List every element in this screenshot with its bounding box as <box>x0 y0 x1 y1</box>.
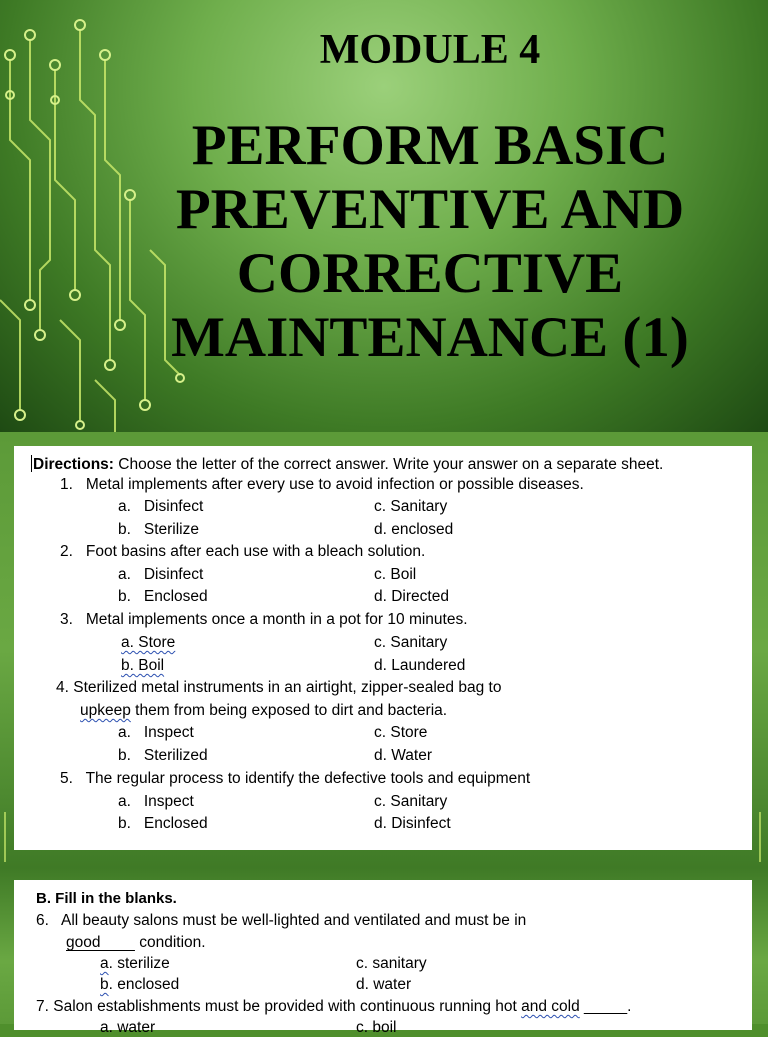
option-letter: b. <box>118 521 131 538</box>
option-b: b. Boil <box>121 657 165 674</box>
question-4 <box>56 679 501 697</box>
option-letter: a. <box>118 793 131 810</box>
option-c: c. Sanitary <box>374 793 448 810</box>
question-number: 5. <box>60 770 73 787</box>
option-letter: b. <box>118 588 131 605</box>
directions-label: Directions: <box>33 456 114 473</box>
option-a <box>100 955 170 973</box>
option-b <box>118 747 208 765</box>
option-d: d. Laundered <box>374 657 466 674</box>
question-number: 1. <box>60 476 73 493</box>
directions-text: Choose the letter of the correct answer. Write your answer on a separate sheet. <box>113 456 664 473</box>
title-block <box>120 24 740 370</box>
question-6 <box>36 912 526 930</box>
question-text: Foot basins after each use with a bleach solution. <box>85 543 426 560</box>
question-number: 3. <box>60 611 73 628</box>
option-letter: b. <box>118 815 131 832</box>
option-c: c. boil <box>356 1019 397 1036</box>
option-d: d. Directed <box>374 588 449 605</box>
question-text: condition. <box>134 934 206 951</box>
option-text: . enclosed <box>108 976 180 993</box>
module-title: MODULE 4 <box>319 27 541 73</box>
option-a: a. Store <box>121 634 176 651</box>
question-text: Metal implements once a month in a pot for 10 minutes. <box>85 611 468 628</box>
option-text: Sterilized <box>143 747 208 764</box>
option-b <box>100 976 179 994</box>
main-title-line: CORRECTIVE <box>236 242 624 305</box>
option-c: c. sanitary <box>356 955 427 972</box>
option-text: Disinfect <box>143 498 204 515</box>
question-2 <box>60 543 425 561</box>
option-text: Sterilize <box>143 521 199 538</box>
option-a <box>118 793 194 811</box>
option-d: d. Disinfect <box>374 815 451 832</box>
main-title-line: PREVENTIVE AND <box>175 178 685 241</box>
question-text-wavy: and cold <box>521 998 580 1015</box>
question-text: them from being exposed to dirt and bacteria. <box>130 702 448 719</box>
option-a <box>118 566 203 584</box>
question-text: _____. <box>579 998 632 1015</box>
main-title-line: MAINTENANCE (1) <box>171 306 689 369</box>
option-letter: a <box>100 955 109 972</box>
option-letter: a. <box>118 498 131 515</box>
answer-blank: good <box>66 934 135 951</box>
option-d: d. Water <box>374 747 432 764</box>
title-slide <box>0 0 768 432</box>
question-number: 2. <box>60 543 73 560</box>
question-text: Metal implements after every use to avoid infection or possible diseases. <box>85 476 584 493</box>
question-number: 6. <box>36 912 49 929</box>
option-letter: a. <box>118 566 131 583</box>
option-text: Enclosed <box>143 588 208 605</box>
option-c: c. Store <box>374 724 428 741</box>
option-a <box>118 498 203 516</box>
option-b <box>118 588 208 606</box>
question-text-wavy: upkeep <box>80 702 131 719</box>
question-number: 4. <box>56 679 69 696</box>
directions <box>31 455 663 474</box>
quiz-panel-b <box>14 880 752 1036</box>
part-b-heading: B. Fill in the blanks. <box>36 890 177 907</box>
option-text: Enclosed <box>143 815 208 832</box>
option-a: a. water <box>100 1019 156 1036</box>
option-c: c. Sanitary <box>374 498 448 515</box>
option-letter: b <box>100 976 109 993</box>
option-text: Disinfect <box>143 566 204 583</box>
option-b <box>118 521 199 539</box>
main-title-line: PERFORM BASIC <box>191 114 669 177</box>
text-cursor <box>31 455 32 472</box>
question-6-cont <box>66 934 206 952</box>
quiz-panel-a <box>14 446 752 850</box>
option-text: Inspect <box>143 793 194 810</box>
question-5 <box>60 770 530 788</box>
question-4-cont <box>80 702 447 720</box>
option-c: c. Boil <box>374 566 417 583</box>
question-text: 7. Salon establishments must be provided with continuous running hot <box>36 998 522 1015</box>
question-7 <box>36 998 631 1016</box>
option-d: d. water <box>356 976 412 993</box>
main-title <box>120 114 740 370</box>
option-b <box>118 815 208 833</box>
question-text: The regular process to identify the defective tools and equipment <box>85 770 531 787</box>
question-1 <box>60 476 584 494</box>
option-a <box>118 724 194 742</box>
question-3 <box>60 611 468 629</box>
question-text: Sterilized metal instruments in an airtight, zipper-sealed bag to <box>73 679 502 696</box>
question-text: All beauty salons must be well-lighted and ventilated and must be in <box>61 912 527 929</box>
option-c: c. Sanitary <box>374 634 448 651</box>
option-text: Inspect <box>143 724 194 741</box>
option-d: d. enclosed <box>374 521 454 538</box>
option-text: . sterilize <box>108 955 170 972</box>
option-letter: b. <box>118 747 131 764</box>
option-letter: a. <box>118 724 131 741</box>
